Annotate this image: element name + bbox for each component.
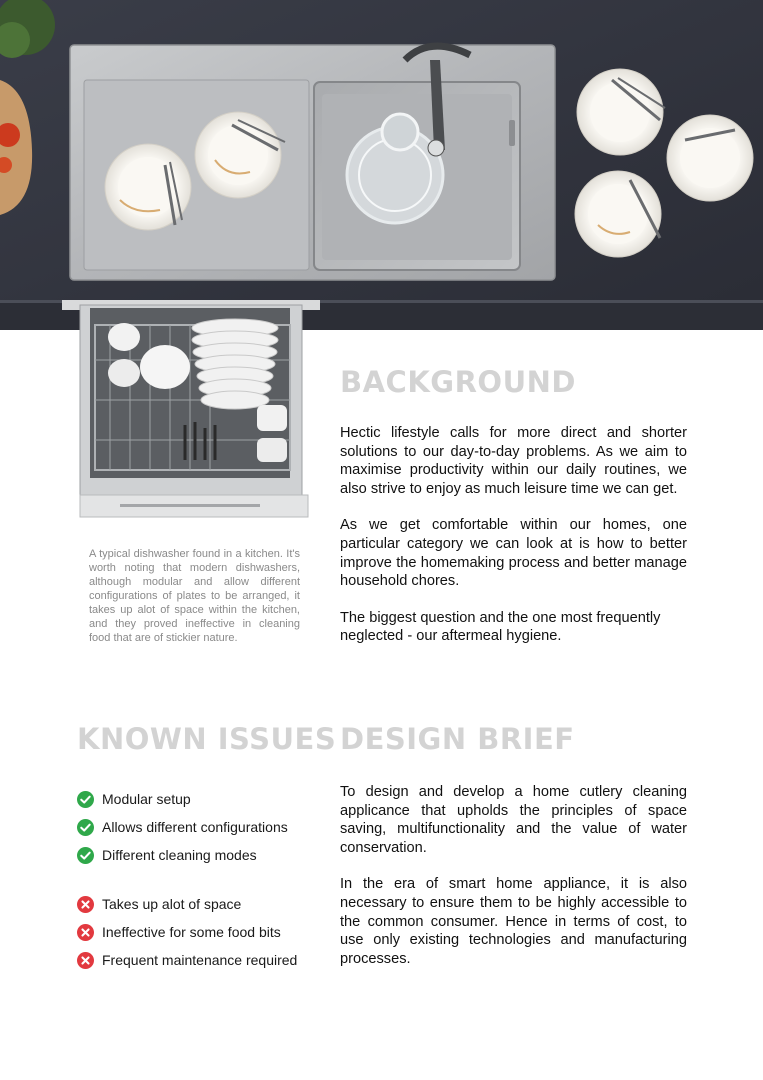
pro-label: Modular setup xyxy=(102,791,191,807)
con-label: Takes up alot of space xyxy=(102,896,242,912)
design-brief-paragraph: To design and develop a home cutlery cleaning applicance that upholds the principles of space saving, multifunctionality and the value of water conservation. xyxy=(340,784,687,856)
con-label: Ineffective for some food bits xyxy=(102,924,281,940)
dishwasher-image xyxy=(0,300,320,525)
design-brief-paragraph: In the era of smart home appliance, it is also necessary to ensure them to be highly accessible to the common consumer. Hence in terms of cost, to use only existing technologies and manufacturing processes. xyxy=(340,876,687,967)
pro-item xyxy=(77,841,327,869)
list-spacer xyxy=(77,869,327,890)
check-circle-icon xyxy=(77,847,94,864)
pro-item xyxy=(77,813,327,841)
con-label: Frequent maintenance required xyxy=(102,952,298,968)
known-issues-heading: KNOWN ISSUES xyxy=(77,722,337,756)
background-paragraph: As we get comfortable within our homes, one particular category we can look at is how to better improve the homemaking process and better manage household chores. xyxy=(340,517,687,590)
check-circle-icon xyxy=(77,791,94,808)
check-circle-icon xyxy=(77,819,94,836)
design-brief-heading: DESIGN BRIEF xyxy=(340,722,575,756)
cross-circle-icon xyxy=(77,924,94,941)
cross-circle-icon xyxy=(77,896,94,913)
pro-label: Different cleaning modes xyxy=(102,847,257,863)
con-item xyxy=(77,890,327,918)
pro-item xyxy=(77,785,327,813)
background-heading: BACKGROUND xyxy=(340,365,576,399)
background-text xyxy=(340,424,687,664)
background-paragraph: The biggest question and the one most frequently neglected - our aftermeal hygiene. xyxy=(340,609,661,645)
sink-photo xyxy=(0,0,763,330)
cross-circle-icon xyxy=(77,952,94,969)
dishwasher-photo xyxy=(0,300,320,525)
background-paragraph: Hectic lifestyle calls for more direct and shorter solutions to our day-to-day problems. As we aim to maximise productivity within our daily routines, we also strive to enjoy as much leisure time we can get. xyxy=(340,425,687,497)
design-brief-text xyxy=(340,783,687,986)
pro-label: Allows different configurations xyxy=(102,819,288,835)
known-issues-list xyxy=(77,785,327,974)
con-item xyxy=(77,946,327,974)
con-item xyxy=(77,918,327,946)
dishwasher-caption: A typical dishwasher found in a kitchen. It's worth noting that modern dishwashers, although modular and allow different configurations of plates to be arranged, it takes up alot of space within the kitchen, and they proved ineffective in cleaning food that are of stickier nature. xyxy=(89,548,300,644)
hero-image xyxy=(0,0,763,330)
